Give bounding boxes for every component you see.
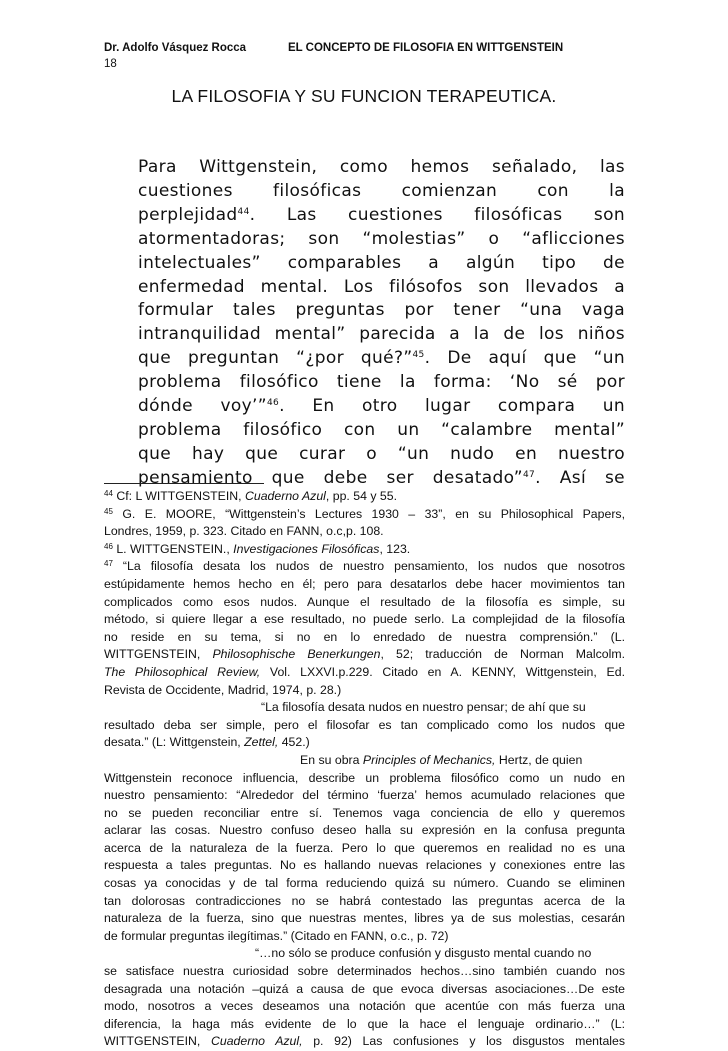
footnotes: [104, 488, 625, 1051]
body-line: formular tales preguntas por tener “una vaga: [138, 300, 625, 321]
body-line: cuestiones filosóficas comienzan con la: [138, 180, 625, 201]
body-line: Para Wittgenstein, como hemos señalado, las: [138, 157, 625, 177]
page-number: 18: [104, 58, 117, 70]
footnote-line: de formular preguntas ilegítimas.” (Citado en FANN, o.c., p. 72): [104, 928, 449, 943]
body-line: perplejidad$^{44}$. Las cuestiones filosóficas son: [138, 204, 625, 225]
body-line: problema filosófico tiene la forma: ‘No sé por: [138, 372, 625, 393]
footnote-44: $^{44}$ Cf: L WITTGENSTEIN, Cuaderno Azul, pp. 54 y 55.: [104, 489, 397, 503]
footnote-line: diferencia, la haga más evidente de lo que la hace el lenguaje ordinario…” (L:: [104, 1016, 625, 1031]
header-book-title: EL CONCEPTO DE FILOSOFIA EN WITTGENSTEIN: [288, 42, 564, 54]
footnote-quote: “…no sólo se produce confusión y disgusto mental cuando no: [255, 946, 592, 961]
body-line: intranquilidad mental” parecida a la de los niños: [138, 324, 625, 345]
footnote-ref-44[interactable]: 44: [237, 206, 250, 217]
footnote-47: $^{47}$ “La filosofía desata los nudos de nuestro pensamiento, los nudos que nosotros: [104, 559, 625, 574]
body-line: intelectuales” comparables a algún tipo de: [138, 252, 625, 273]
footnote-ref-46[interactable]: 46: [266, 398, 280, 409]
footnote-ref-45[interactable]: 45: [412, 350, 425, 361]
footnote-line: WITTGENSTEIN, Philosophische Benerkungen, 52; traducción de Norman Malcolm.: [104, 647, 625, 662]
footnote-line: aclarar las cosas. Nuestro confuso deseo halla su expresión en la confusa pregunta: [104, 823, 625, 838]
footnote-separator: [104, 483, 264, 484]
footnote-45: $^{45}$ G. E. MOORE, “Wittgenstein’s Lectures 1930 – 33”, en su Philosophical Papers,: [104, 506, 625, 521]
footnote-quote: “La filosofía desata nudos en nuestro pensar; de ahí que su: [261, 700, 586, 715]
section-title: LA FILOSOFIA Y SU FUNCION TERAPEUTICA.: [171, 86, 557, 106]
footnote-line: The Philosophical Review, Vol. LXXVI.p.229. Citado en A. KENNY, Wittgenstein, Ed.: [104, 664, 625, 679]
footnote-line: Revista de Occidente, Madrid, 1974, p. 28.): [104, 682, 342, 697]
footnote-line: Londres, 1959, p. 323. Citado en FANN, o.c,p. 108.: [104, 524, 384, 539]
footnote-line: complicados como esos nudos. Aunque el resultado de la filosofía es simple, su: [104, 594, 625, 609]
body-line: problema filosófico con un “calambre mental”: [138, 419, 625, 440]
footnote-line: acerca de la naturaleza de la fuerza. Pero lo que queremos en realidad no es una: [104, 840, 625, 855]
body-line: enfermedad mental. Los filósofos son llevados a: [138, 276, 625, 297]
body-line: que hay que curar o “un nudo en nuestro: [138, 443, 625, 464]
footnote-line: se satisface nuestra curiosidad sobre determinados hechos…sino también cuando nos: [104, 964, 625, 979]
footnote-line: desagrada una notación –quizá a causa de que evoca diversas asociaciones…De este: [104, 981, 625, 996]
footnote-line: resultado deba ser simple, pero el filosofar es tan complicado como los nudos que: [104, 717, 625, 732]
header-author: Dr. Adolfo Vásquez Rocca: [104, 42, 247, 54]
footnote-line: Wittgenstein reconoce influencia, describe un problema filosófico como un nudo en: [104, 770, 625, 785]
footnote-quote: En su obra Principles of Mechanics, Hertz, de quien: [300, 752, 583, 767]
footnote-ref-47[interactable]: 47: [522, 469, 536, 480]
body-line: pensamiento que debe ser desatado”$^{47}$. Así se: [138, 467, 625, 488]
body-line: atormentadoras; son “molestias” o “aflicciones: [138, 228, 625, 249]
footnote-line: naturaleza de la fuerza, sino que nuestras mentes, libres ya de sus molestias, cesarán: [104, 911, 625, 926]
footnote-line: tan dolorosas contradicciones no se habrá contestado las preguntas acerca de la: [104, 893, 625, 908]
footnote-line: método, si quiere llegar a ese resultado, no puede serlo. La complejidad de la filosofía: [104, 612, 625, 627]
footnote-line: no se pueden reconciliar entre sí. Tenemos vaga conciencia de ello y queremos: [104, 805, 625, 820]
main-paragraph: [138, 156, 625, 491]
body-line: que preguntan “¿por qué?”$^{45}$. De aquí que “un: [138, 348, 625, 369]
footnote-46: $^{46}$ L. WITTGENSTEIN., Investigaciones Filosóficas, 123.: [104, 541, 411, 556]
footnote-line: WITTGENSTEIN, Cuaderno Azul, p. 92) Las confusiones y los disgustos mentales: [104, 1034, 625, 1049]
footnote-line: nuestro pensamiento: “Alrededor del término ‘fuerza’ hemos acumulado relaciones que: [104, 788, 625, 803]
footnote-line: respuesta a tales preguntas. No es hallando nuevas relaciones y conexiones entre las: [104, 858, 625, 873]
footnote-line: estúpidamente hemos hecho en él; pero para desatarlos debe hacer movimientos tan: [104, 576, 625, 591]
body-line: dónde voy’”$^{46}$. En otro lugar compara un: [138, 396, 626, 417]
footnote-line: modo, nosotros a veces deseamos una notación que acentúe con más fuerza una: [104, 999, 625, 1014]
footnote-line: cosas ya conocidas y de tal forma reduciendo quizá su número. Cuando se eliminen: [104, 876, 625, 891]
footnote-line: desata.” (L: Wittgenstein, Zettel, 452.): [104, 735, 310, 750]
footnote-line: no reside en su tema, si no en lo enredado de nuestra comprensión.” (L.: [104, 629, 625, 644]
